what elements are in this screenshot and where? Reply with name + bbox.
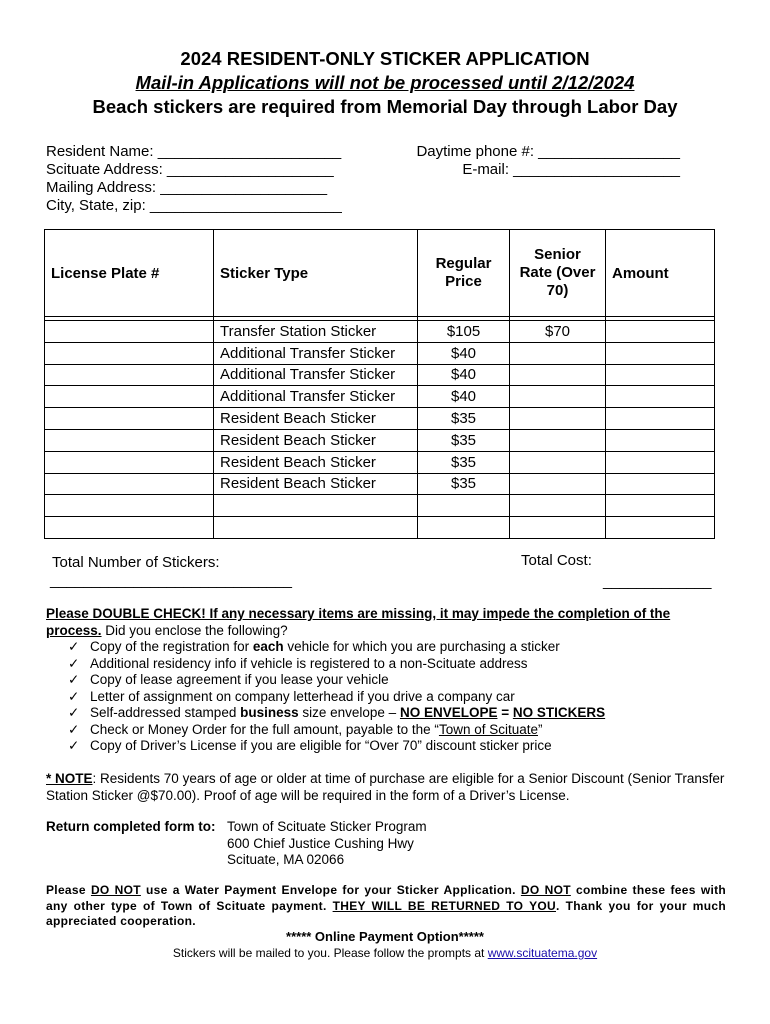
- total-cost-field[interactable]: _____________: [603, 573, 712, 590]
- table-row: [45, 364, 715, 386]
- beach-sticker-notice: Beach stickers are required from Memorial Day through Labor Day: [92, 96, 678, 117]
- sticker-type-cell: [214, 517, 418, 539]
- checklist-items: [46, 639, 726, 755]
- table-body: [45, 321, 715, 539]
- regular-price-cell: $40: [418, 364, 510, 386]
- sticker-type-cell: Resident Beach Sticker: [214, 451, 418, 473]
- online-payment-title: ***** Online Payment Option*****: [286, 929, 484, 944]
- email-field[interactable]: E-mail: ____________________: [462, 161, 680, 178]
- check-icon: ✓: [68, 705, 80, 720]
- table-row: [45, 386, 715, 408]
- amount-cell[interactable]: [606, 517, 715, 539]
- senior-rate-cell: [510, 408, 606, 430]
- header-senior-rate: Senior Rate (Over 70): [510, 230, 606, 317]
- senior-rate-cell: [510, 364, 606, 386]
- header-amount: Amount: [606, 230, 715, 317]
- regular-price-cell: [418, 517, 510, 539]
- return-address: [227, 819, 427, 869]
- scituate-address-field[interactable]: Scituate Address: ____________________: [46, 161, 334, 178]
- plate-cell[interactable]: [45, 517, 214, 539]
- regular-price-cell: $105: [418, 321, 510, 343]
- table-row: [45, 451, 715, 473]
- mail-in-notice: Mail-in Applications will not be processed until 2/12/2024: [135, 72, 635, 93]
- regular-price-cell: $35: [418, 451, 510, 473]
- senior-rate-cell: [510, 342, 606, 364]
- return-address-line: Town of Scituate Sticker Program: [227, 819, 427, 834]
- senior-rate-cell: [510, 451, 606, 473]
- table-row: [45, 495, 715, 517]
- resident-info-fields: [46, 143, 342, 215]
- plate-cell[interactable]: [45, 473, 214, 495]
- table-row: [45, 321, 715, 343]
- table-row: [45, 429, 715, 451]
- plate-cell[interactable]: [45, 342, 214, 364]
- sticker-type-cell: Additional Transfer Sticker: [214, 364, 418, 386]
- check-icon: ✓: [68, 655, 80, 671]
- check-icon: ✓: [68, 738, 80, 753]
- checklist-intro: Please DOUBLE CHECK! If any necessary items are missing, it may impede the completion of the process. Did you enclose the following?: [46, 606, 671, 638]
- list-item: ✓ Copy of lease agreement if you lease your vehicle: [68, 672, 389, 687]
- list-item: ✓ Self-addressed stamped business size envelope – NO ENVELOPE = NO STICKERS: [68, 705, 606, 720]
- return-address-line: 600 Chief Justice Cushing Hwy: [227, 835, 414, 851]
- scituate-website-link[interactable]: www.scituatema.gov: [487, 946, 598, 960]
- total-cost-label: Total Cost:: [521, 552, 592, 569]
- plate-cell[interactable]: [45, 386, 214, 408]
- total-stickers-label: Total Number of Stickers:: [52, 554, 220, 571]
- table-header-row: [45, 230, 715, 317]
- amount-cell[interactable]: [606, 364, 715, 386]
- amount-cell[interactable]: [606, 473, 715, 495]
- contact-fields: [400, 143, 680, 179]
- return-label: Return completed form to:: [46, 819, 216, 834]
- list-item: ✓ Copy of Driver’s License if you are eligible for “Over 70” discount sticker price: [68, 738, 552, 753]
- amount-cell[interactable]: [606, 408, 715, 430]
- regular-price-cell: $35: [418, 408, 510, 430]
- resident-name-field[interactable]: Resident Name: ______________________: [46, 143, 342, 160]
- daytime-phone-field[interactable]: Daytime phone #: _________________: [416, 143, 680, 160]
- sticker-type-cell: Additional Transfer Sticker: [214, 342, 418, 364]
- plate-cell[interactable]: [45, 429, 214, 451]
- plate-cell[interactable]: [45, 408, 214, 430]
- check-icon: ✓: [68, 639, 80, 654]
- senior-rate-cell: [510, 429, 606, 451]
- amount-cell[interactable]: [606, 342, 715, 364]
- payment-warning: Please DO NOT use a Water Payment Envelope for your Sticker Application. DO NOT combine these fees with any other type of Town of Scituate payment. THEY WILL BE RETURNED TO YOU. Thank you for your much appreciated cooperation.: [46, 883, 727, 928]
- sticker-type-cell: Resident Beach Sticker: [214, 408, 418, 430]
- amount-cell[interactable]: [606, 495, 715, 517]
- city-state-zip-field[interactable]: City, State, zip: _______________________: [46, 197, 342, 214]
- plate-cell[interactable]: [45, 321, 214, 343]
- check-icon: ✓: [68, 672, 80, 687]
- table-row: [45, 517, 715, 539]
- total-stickers-field[interactable]: _____________________________: [50, 572, 292, 589]
- plate-cell[interactable]: [45, 364, 214, 386]
- check-icon: ✓: [68, 688, 80, 704]
- header-regular-price: Regular Price: [418, 230, 510, 317]
- list-item: ✓ Additional residency info if vehicle is registered to a non-Scituate address: [68, 655, 528, 671]
- senior-rate-cell: [510, 495, 606, 517]
- table-row: [45, 408, 715, 430]
- amount-cell[interactable]: [606, 429, 715, 451]
- sticker-type-cell: Additional Transfer Sticker: [214, 386, 418, 408]
- sticker-type-cell: Transfer Station Sticker: [214, 321, 418, 343]
- sticker-type-cell: [214, 495, 418, 517]
- regular-price-cell: $35: [418, 429, 510, 451]
- sticker-table: [44, 229, 715, 539]
- table-row: [45, 342, 715, 364]
- senior-note: * NOTE: Residents 70 years of age or older at time of purchase are eligible for a Senior Discount (Senior Transfer Station Sticker @$70.00). Proof of age will be required in the form of a Driver’s License.: [46, 771, 725, 803]
- return-address-line: Scituate, MA 02066: [227, 852, 345, 867]
- senior-rate-cell: [510, 517, 606, 539]
- list-item: ✓ Check or Money Order for the full amount, payable to the “Town of Scituate”: [68, 721, 543, 737]
- sticker-type-cell: Resident Beach Sticker: [214, 473, 418, 495]
- mailing-address-field[interactable]: Mailing Address: ____________________: [46, 179, 328, 196]
- plate-cell[interactable]: [45, 495, 214, 517]
- senior-rate-cell: $70: [510, 321, 606, 343]
- regular-price-cell: $40: [418, 342, 510, 364]
- check-icon: ✓: [68, 721, 80, 737]
- regular-price-cell: [418, 495, 510, 517]
- table-row: [45, 473, 715, 495]
- list-item: ✓ Copy of the registration for each vehicle for which you are purchasing a sticker: [68, 639, 560, 654]
- regular-price-cell: $40: [418, 386, 510, 408]
- senior-rate-cell: [510, 473, 606, 495]
- header-license-plate: License Plate #: [45, 230, 214, 317]
- list-item: ✓ Letter of assignment on company letterhead if you drive a company car: [68, 688, 515, 704]
- page-title: 2024 RESIDENT-ONLY STICKER APPLICATION: [180, 48, 590, 69]
- senior-rate-cell: [510, 386, 606, 408]
- plate-cell[interactable]: [45, 451, 214, 473]
- header-sticker-type: Sticker Type: [214, 230, 418, 317]
- amount-cell[interactable]: [606, 321, 715, 343]
- amount-cell[interactable]: [606, 451, 715, 473]
- sticker-type-cell: Resident Beach Sticker: [214, 429, 418, 451]
- checklist-section: [46, 606, 726, 755]
- regular-price-cell: $35: [418, 473, 510, 495]
- amount-cell[interactable]: [606, 386, 715, 408]
- online-payment-text: Stickers will be mailed to you. Please follow the prompts at www.scituatema.gov: [172, 946, 598, 960]
